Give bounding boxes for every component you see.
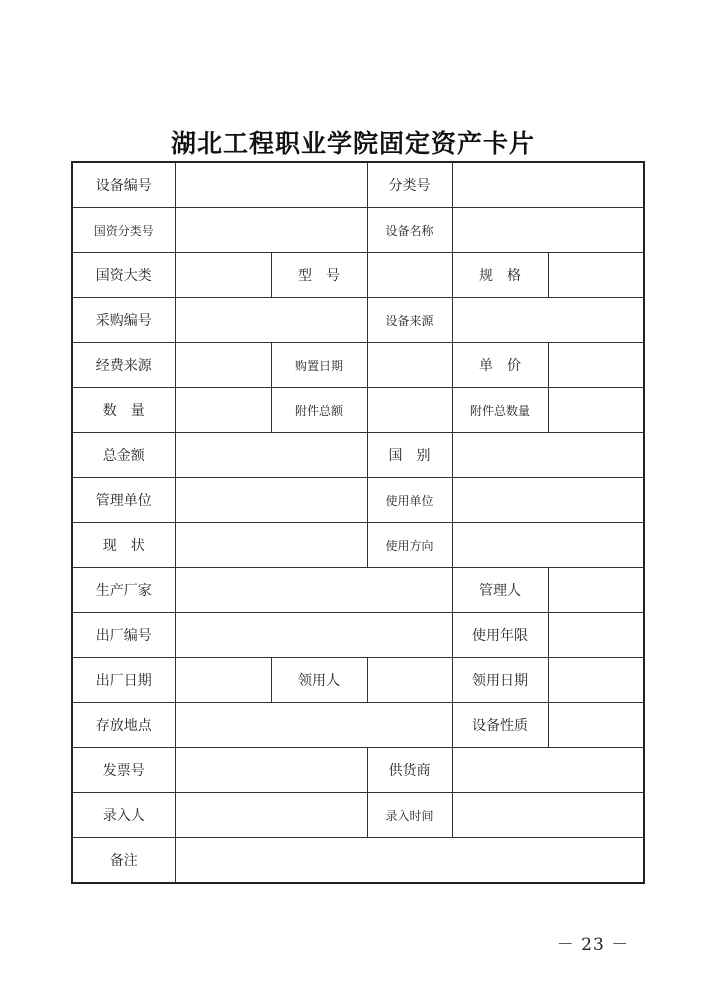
- label-specification: 规 格: [452, 253, 548, 298]
- label-country: 国 别: [367, 433, 452, 478]
- value-entry-time[interactable]: [452, 793, 644, 838]
- value-storage-location[interactable]: [175, 703, 452, 748]
- label-supplier: 供货商: [367, 748, 452, 793]
- label-equipment-no: 设备编号: [72, 162, 175, 208]
- value-entered-by[interactable]: [175, 793, 367, 838]
- value-national-asset-major-class[interactable]: [175, 253, 271, 298]
- table-row: [72, 568, 644, 613]
- value-accessory-total-quantity[interactable]: [548, 388, 644, 433]
- label-storage-location: 存放地点: [72, 703, 175, 748]
- label-manufacturer: 生产厂家: [72, 568, 175, 613]
- value-invoice-no[interactable]: [175, 748, 367, 793]
- label-invoice-no: 发票号: [72, 748, 175, 793]
- asset-card-table: [71, 161, 645, 884]
- value-factory-date[interactable]: [175, 658, 271, 703]
- label-entered-by: 录入人: [72, 793, 175, 838]
- value-funding-source[interactable]: [175, 343, 271, 388]
- label-model: 型 号: [271, 253, 367, 298]
- label-factory-no: 出厂编号: [72, 613, 175, 658]
- table-row: [72, 748, 644, 793]
- value-specification[interactable]: [548, 253, 644, 298]
- label-usage-direction: 使用方向: [367, 523, 452, 568]
- value-category-no[interactable]: [452, 162, 644, 208]
- label-recipient: 领用人: [271, 658, 367, 703]
- label-entry-time: 录入时间: [367, 793, 452, 838]
- value-equipment-source[interactable]: [452, 298, 644, 343]
- value-remarks[interactable]: [175, 838, 644, 884]
- page-title: 湖北工程职业学院固定资产卡片: [170, 129, 535, 158]
- label-accessory-total-quantity: 附件总数量: [452, 388, 548, 433]
- value-equipment-nature[interactable]: [548, 703, 644, 748]
- label-equipment-nature: 设备性质: [452, 703, 548, 748]
- value-service-life[interactable]: [548, 613, 644, 658]
- table-row: [72, 658, 644, 703]
- label-status: 现 状: [72, 523, 175, 568]
- value-total-amount[interactable]: [175, 433, 367, 478]
- table-row: [72, 253, 644, 298]
- table-row: [72, 838, 644, 884]
- value-national-asset-category-no[interactable]: [175, 208, 367, 253]
- label-unit-price: 单 价: [452, 343, 548, 388]
- table-row: [72, 388, 644, 433]
- label-purchase-no: 采购编号: [72, 298, 175, 343]
- value-manufacturer[interactable]: [175, 568, 452, 613]
- label-national-asset-category-no: 国资分类号: [72, 208, 175, 253]
- value-recipient[interactable]: [367, 658, 452, 703]
- label-remarks: 备注: [72, 838, 175, 884]
- label-total-amount: 总金额: [72, 433, 175, 478]
- label-equipment-name: 设备名称: [367, 208, 452, 253]
- label-purchase-date: 购置日期: [271, 343, 367, 388]
- value-status[interactable]: [175, 523, 367, 568]
- table-row: [72, 343, 644, 388]
- value-accessory-total-amount[interactable]: [367, 388, 452, 433]
- value-manager[interactable]: [548, 568, 644, 613]
- table-row: [72, 162, 644, 208]
- value-factory-no[interactable]: [175, 613, 452, 658]
- table-row: [72, 523, 644, 568]
- value-usage-direction[interactable]: [452, 523, 644, 568]
- table-row: [72, 793, 644, 838]
- label-receive-date: 领用日期: [452, 658, 548, 703]
- value-receive-date[interactable]: [548, 658, 644, 703]
- value-equipment-no[interactable]: [175, 162, 367, 208]
- label-category-no: 分类号: [367, 162, 452, 208]
- label-quantity: 数 量: [72, 388, 175, 433]
- value-using-unit[interactable]: [452, 478, 644, 523]
- value-equipment-name[interactable]: [452, 208, 644, 253]
- label-factory-date: 出厂日期: [72, 658, 175, 703]
- value-quantity[interactable]: [175, 388, 271, 433]
- table-row: [72, 433, 644, 478]
- label-funding-source: 经费来源: [72, 343, 175, 388]
- value-country[interactable]: [452, 433, 644, 478]
- label-national-asset-major-class: 国资大类: [72, 253, 175, 298]
- label-manager: 管理人: [452, 568, 548, 613]
- table-row: [72, 298, 644, 343]
- label-managing-unit: 管理单位: [72, 478, 175, 523]
- value-managing-unit[interactable]: [175, 478, 367, 523]
- label-service-life: 使用年限: [452, 613, 548, 658]
- table-row: [72, 613, 644, 658]
- value-purchase-date[interactable]: [367, 343, 452, 388]
- label-using-unit: 使用单位: [367, 478, 452, 523]
- label-accessory-total-amount: 附件总额: [271, 388, 367, 433]
- table-row: [72, 208, 644, 253]
- table-row: [72, 478, 644, 523]
- value-model[interactable]: [367, 253, 452, 298]
- label-equipment-source: 设备来源: [367, 298, 452, 343]
- table-row: [72, 703, 644, 748]
- value-unit-price[interactable]: [548, 343, 644, 388]
- page-number: － 23 －: [556, 935, 630, 955]
- value-supplier[interactable]: [452, 748, 644, 793]
- value-purchase-no[interactable]: [175, 298, 367, 343]
